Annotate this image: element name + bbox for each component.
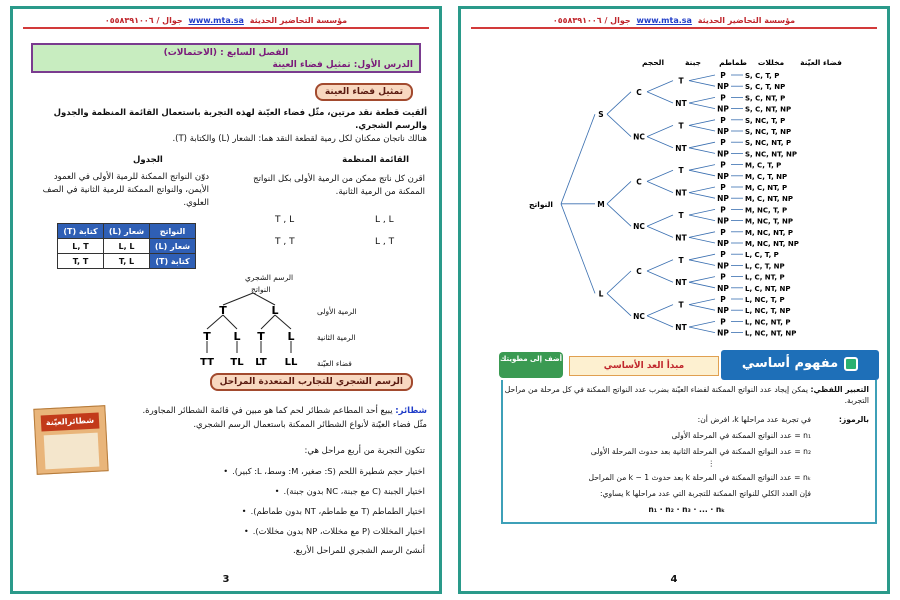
verbal-text: يمكن إيجاد عدد النواتج الممكنة لفضاء العيّنة بضرب عدد النواتج الممكنة في كل مرحلة من مراحل التجربة. (504, 385, 869, 405)
tree-branch (689, 254, 715, 260)
tree-node-pickles: NP (717, 306, 729, 316)
sandwich-tree-diagram (521, 49, 871, 339)
tree-branch (607, 204, 631, 226)
add-to-foldable-badge: أضف إلى مطويتك (499, 352, 563, 378)
tree-branch (689, 187, 715, 193)
tree-branch (689, 232, 715, 238)
tree-node-pickles: P (720, 205, 726, 215)
header-website-link[interactable]: www.mta.sa (636, 16, 692, 25)
tree-branch (689, 75, 715, 81)
tree-branch (647, 137, 673, 148)
tree-node-l2: L (287, 330, 295, 343)
tree-outcome: L, NC, NT, P (745, 318, 791, 327)
tree-branch (647, 181, 673, 192)
tree-node-pickles: NP (717, 82, 729, 92)
tree-branch (689, 305, 715, 311)
header-institution: مؤسسة التحاضير الحديثة (697, 16, 796, 25)
tree-node-l2: T (203, 330, 211, 343)
tree-outcomes-label: النواتج (251, 285, 271, 294)
tree-branch (689, 103, 715, 109)
tree-root-label: النواتج (529, 199, 553, 209)
tree-outcome: TT (200, 357, 214, 368)
page-number: 3 (222, 574, 230, 585)
tree-title: الرسم الشجري (245, 273, 294, 282)
tree-outcome: M, C, T, P (745, 161, 782, 170)
tree-outcome: M, NC, NT, P (745, 228, 794, 237)
tree-node-pickles: P (720, 115, 726, 125)
key-concept-icon (844, 357, 858, 371)
tree-column-header: مخللات (757, 58, 785, 67)
pair-ll: L , L (375, 215, 394, 225)
tree-outcome: L, C, NT, P (745, 273, 785, 282)
tree-node-tomato: NT (675, 143, 687, 153)
tree-node-pickles: P (720, 71, 726, 80)
tree-level2-label: الرمية الثانية (317, 333, 356, 342)
tree-outcome: S, NC, NT, NP (745, 150, 797, 159)
pair-lt: L , T (375, 237, 395, 247)
tree-branch (689, 125, 715, 131)
closing-instruction: أنشئ الرسم الشجري للمراحل الأربع. (293, 546, 425, 556)
tree-outcome: TL (230, 357, 244, 368)
tree-node-l1: L (271, 304, 279, 317)
tree-node-size: L (598, 289, 604, 299)
nk-definition: nₖ = عدد النواتج الممكنة في المرحلة k بعد حدوث k − 1 من المراحل (588, 473, 811, 482)
tree-node-tomato: T (678, 76, 684, 86)
table-cell: L, T (58, 239, 104, 254)
tree-node-pickles: P (720, 227, 726, 237)
tree-node-pickles: P (720, 317, 726, 327)
coin-tree-diagram (193, 291, 313, 371)
tree-node-cheese: C (636, 87, 642, 97)
counting-formula: n₁ · n₂ · n₃ · ... · nₖ (648, 505, 725, 514)
table-row (58, 239, 196, 254)
stage-item: اختيار حجم شطيرة اللحم (S: صغير، M: وسط، L: كبير). • (223, 465, 425, 477)
tree-outcome: S, NC, T, P (745, 116, 786, 125)
concept-header (499, 350, 879, 380)
page-number: 4 (670, 574, 678, 585)
tree-outcome: L, NC, NT, NP (745, 329, 797, 338)
tree-node-tomato: T (678, 166, 684, 176)
tree-node-pickles: P (720, 93, 726, 103)
tree-branch (647, 316, 673, 327)
tree-branch (689, 237, 715, 243)
key-concept-label: مفهوم أساسي (741, 356, 839, 371)
stages-intro: تتكون التجربة من أربع مراحل هي: (304, 446, 425, 456)
stage-item: اختيار الطماطم (T مع طماطم، NT بدون طماطم). • (242, 505, 425, 517)
table-description: دوّن النواتج الممكنة للرمية الأولى في العمود الأيمن، والنواتج الممكنة للرمية الثانية في الصف العلوي. (42, 172, 209, 208)
verbal-expression (503, 384, 869, 406)
table-row (58, 254, 196, 269)
tree-space-label: فضاء العيّنة (317, 359, 352, 368)
tree-branch (607, 114, 631, 136)
lesson-title: الدرس الأول: تمثيل فضاء العينة (272, 60, 413, 70)
tree-node-pickles: NP (717, 328, 729, 338)
header-phone: جوال / ٠٥٥٨٣٩١٠٠٦ (104, 16, 183, 25)
tree-branch (647, 125, 673, 136)
concept-title: مبدأ العد الأساسي (569, 356, 719, 376)
tree-outcome: L, C, T, P (745, 251, 779, 260)
header-institution: مؤسسة التحاضير الحديثة (249, 16, 348, 25)
concept-box (501, 380, 877, 524)
tree-outcome: L, NC, T, NP (745, 307, 791, 316)
tree-branch (689, 193, 715, 199)
tree-node-cheese: C (636, 177, 642, 187)
sandwich-label: شطائر: (395, 406, 427, 416)
tree-node-size: M (597, 199, 605, 209)
tree-node-pickles: NP (717, 149, 729, 159)
tree-node-pickles: NP (717, 216, 729, 226)
section-tag-multistage-tree: الرسم الشجري للتجارب المتعددة المراحل (210, 373, 413, 391)
tree-node-pickles: NP (717, 194, 729, 204)
key-concept-badge (721, 350, 879, 380)
tree-level1-label: الرمية الأولى (317, 307, 357, 316)
tree-node-tomato: T (678, 255, 684, 265)
tree-outcome: LT (255, 357, 267, 368)
outcomes-table (57, 223, 196, 269)
n2-definition: n₂ = عدد النواتج الممكنة في المرحلة الثانية بعد حدوث المرحلة الأولى (590, 447, 811, 456)
chapter-box (31, 43, 421, 73)
organized-list-heading: القائمة المنظمة (342, 155, 409, 165)
stage-item: اختيار المخللات (P مع مخللات، NP بدون مخللات). • (244, 525, 425, 537)
tree-node-tomato: NT (675, 323, 687, 332)
tree-outcome: M, C, NT, P (745, 184, 788, 192)
tree-outcome: S, C, NT, NP (745, 105, 792, 114)
tree-node-pickles: NP (717, 127, 729, 136)
tree-branch (647, 260, 673, 271)
tree-outcome: L, C, NT, NP (745, 284, 791, 293)
tree-branch (689, 81, 715, 87)
tree-outcome: M, NC, NT, NP (745, 240, 799, 248)
pair-tt: T , T (275, 237, 295, 247)
stage-item: اختيار الجبنة (C مع جبنة، NC بدون جبنة). • (275, 485, 425, 497)
tree-branch (647, 92, 673, 103)
tree-column-header: طماطم (719, 58, 747, 67)
page-header (23, 15, 429, 29)
page-header (471, 15, 877, 29)
tree-node-l2: T (257, 330, 265, 343)
table-header-cell: النواتج (150, 224, 196, 239)
tree-branch (689, 282, 715, 288)
symbols-intro: في تجربة عدد مراحلها k، افرض أن: (697, 415, 811, 424)
table-cell: T, L (104, 254, 150, 269)
tree-node-tomato: NT (675, 188, 687, 198)
tree-node-tomato: T (678, 211, 684, 220)
header-website-link[interactable]: www.mta.sa (188, 16, 244, 25)
tree-outcome: S, C, NT, P (745, 94, 786, 103)
sandwich-menu-title: شطائرالعيّنة (41, 413, 100, 432)
tree-branch (607, 271, 631, 293)
tree-node-tomato: T (678, 121, 684, 131)
tree-node-pickles: P (720, 250, 726, 260)
tree-node-pickles: NP (717, 104, 729, 114)
sandwich-intro: يبيع أحد المطاعم شطائر لحم كما هو مبين في قائمة الشطائر المجاورة. (142, 406, 393, 416)
tree-branch (689, 120, 715, 126)
tree-branch (689, 142, 715, 148)
pair-tl: T , L (275, 215, 295, 225)
page-4 (458, 6, 890, 594)
tree-branch (647, 305, 673, 316)
tree-node-pickles: NP (717, 283, 729, 293)
tree-node-pickles: NP (717, 171, 729, 181)
tree-node-tomato: NT (675, 233, 687, 243)
tree-outcome: S, C, T, NP (745, 83, 786, 92)
table-row-header: كتابة (T) (150, 254, 196, 269)
tree-outcome: M, NC, T, NP (745, 217, 794, 226)
tree-branch (607, 293, 631, 315)
tree-outcome: M, C, T, NP (745, 172, 788, 181)
tree-column-header: جبنة (684, 58, 702, 67)
tree-column-header: فضاء العيّنة (800, 58, 842, 67)
table-cell: L, L (104, 239, 150, 254)
tree-outcome: S, C, T, P (745, 72, 780, 80)
symbols-label: بالرموز: (838, 415, 869, 424)
tree-branch (689, 215, 715, 221)
tree-branch (689, 299, 715, 305)
tree-node-pickles: NP (717, 261, 729, 271)
sandwich-menu-image (33, 405, 108, 475)
tree-outcome: S, NC, T, NP (745, 128, 792, 136)
tree-node-tomato: T (678, 300, 684, 310)
table-row (58, 224, 196, 239)
tree-branch (647, 81, 673, 92)
tree-node-pickles: NP (717, 239, 729, 248)
tree-branch (647, 215, 673, 226)
tree-node-cheese: NC (633, 222, 645, 232)
tree-node-pickles: P (720, 160, 726, 170)
tree-branch (561, 114, 595, 204)
page-3 (10, 6, 442, 594)
sandwich-menu-body (44, 433, 100, 470)
intro-text: ألقيت قطعة نقد مرتين، مثّل فضاء العيّنة لهذه التجربة باستعمال القائمة المنظمة والجدول والرسم الشجري. (53, 108, 427, 131)
tree-node-pickles: P (720, 272, 726, 282)
tree-node-cheese: NC (633, 132, 645, 142)
tree-outcome: LL (284, 357, 298, 368)
tree-branch (689, 165, 715, 171)
tree-outcome: L, C, T, NP (745, 262, 785, 271)
table-row-header: شعار (L) (150, 239, 196, 254)
chapter-title: الفصل السابع : (الاحتمالات) (163, 48, 289, 58)
tree-node-pickles: P (720, 295, 726, 304)
table-heading: الجدول (133, 155, 163, 165)
sandwich-task: مثّل فضاء العيّنة لأنواع الشطائر الممكنة باستعمال الرسم الشجري. (193, 420, 427, 430)
section-tag-sample-space: تمثيل فضاء العينة (315, 83, 413, 101)
tree-node-pickles: P (720, 183, 726, 192)
tree-branch (647, 170, 673, 181)
tree-node-cheese: NC (633, 311, 645, 321)
organized-list-description: اقرن كل ناتج ممكن من الرمية الأولى بكل النواتج الممكنة من الرمية الثانية. (253, 174, 425, 197)
table-header-cell: شعار (L) (104, 224, 150, 239)
tree-column-header: الحجم (641, 58, 665, 67)
tree-outcome: M, C, NT, NP (745, 195, 794, 204)
sandwich-problem (123, 405, 427, 418)
tree-branch (689, 148, 715, 154)
tree-branch (607, 92, 631, 114)
table-header-cell: كتابة (T) (58, 224, 104, 239)
tree-node-size: S (598, 110, 604, 120)
tree-branch (561, 204, 595, 294)
tree-node-tomato: NT (675, 99, 687, 108)
tree-branch (689, 327, 715, 333)
tree-branch (689, 277, 715, 283)
tree-branch (689, 170, 715, 176)
tree-branch (607, 181, 631, 203)
tree-outcome: L, NC, T, P (745, 296, 785, 304)
tree-outcome: S, NC, NT, P (745, 139, 792, 148)
total-statement: فإن العدد الكلي للنواتج الممكنة للتجربة التي عدد مراحلها k يساوي: (599, 489, 811, 498)
tree-branch (689, 260, 715, 266)
tree-branch (689, 97, 715, 103)
header-phone: جوال / ٠٥٥٨٣٩١٠٠٦ (552, 16, 631, 25)
outcomes-text: هنالك ناتجان ممكنان لكل رمية لقطعة النقد هما: الشعار (L) والكتابة (T). (172, 134, 427, 144)
tree-node-cheese: C (636, 267, 642, 276)
tree-node-pickles: P (720, 138, 726, 148)
tree-node-tomato: NT (675, 278, 687, 288)
n1-definition: n₁ = عدد النواتج الممكنة في المرحلة الأولى (671, 431, 811, 440)
tree-branch (647, 226, 673, 237)
dots: ⋮ (707, 459, 715, 468)
verbal-label: التعبير اللفظي: (810, 385, 869, 394)
tree-node-l1: T (219, 304, 227, 317)
tree-branch (689, 209, 715, 215)
tree-node-l2: L (233, 330, 241, 343)
tree-outcome: M, NC, T, P (745, 206, 788, 215)
table-cell: T, T (58, 254, 104, 269)
tree-branch (689, 321, 715, 327)
tree-branch (647, 271, 673, 282)
